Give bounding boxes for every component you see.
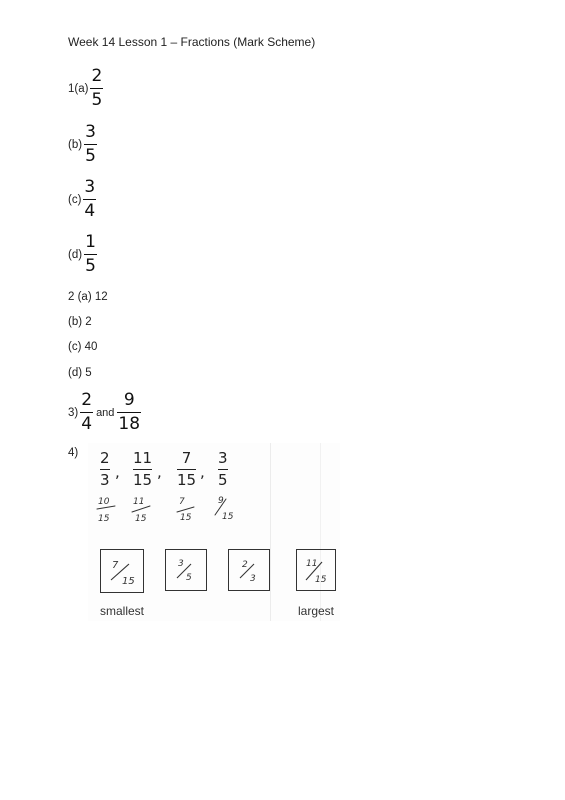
fraction: $\frac{2}{4}$: [81, 390, 93, 434]
svg-text:15: 15: [315, 575, 327, 585]
answer-box: [100, 549, 144, 593]
largest-label: largest: [298, 604, 335, 618]
answer-box: [296, 549, 336, 591]
svg-text:3: 3: [178, 559, 184, 569]
svg-text:2: 2: [242, 560, 248, 570]
svg-text:15: 15: [135, 514, 147, 524]
handwritten-fraction: [212, 493, 252, 525]
answer-box: [165, 549, 207, 591]
svg-text:15: 15: [98, 514, 110, 524]
fraction: $\frac{9}{18}$: [118, 390, 141, 434]
svg-text:5: 5: [186, 573, 192, 583]
page-title: Week 14 Lesson 1 – Fractions (Mark Scheme): [68, 35, 316, 49]
svg-text:7: 7: [112, 560, 119, 571]
svg-text:15: 15: [122, 576, 135, 587]
scanned-answer-image: 2 3 , 11 15 , 7 15 , 3 5 10 15 11 15 7 15 9 15 7 15 3 5 2 3 11 15 smallest largest: [88, 443, 340, 621]
answer-1c: [68, 179, 96, 220]
answer-1d: [68, 234, 97, 275]
svg-text:15: 15: [222, 512, 234, 522]
answer-2c: (c) 40: [68, 341, 98, 353]
printed-fraction: 2 3: [100, 449, 110, 489]
answer-label: (c): [68, 193, 82, 206]
answer-box: [228, 549, 270, 591]
svg-text:7: 7: [179, 497, 185, 507]
handwritten-fraction: [93, 493, 133, 525]
answer-2a: 2 (a) 12: [68, 291, 108, 303]
answer-3: [68, 392, 141, 433]
printed-fraction: 3 5: [218, 449, 228, 489]
fraction: $\frac{1}{5}$: [85, 232, 96, 276]
answer-2d: (d) 5: [68, 367, 92, 379]
printed-fraction: 11 15: [133, 449, 153, 489]
answer-label: 3): [68, 406, 79, 419]
answer-2b: (b) 2: [68, 316, 92, 328]
answer-1a: [68, 68, 103, 109]
answer-label: 1(a): [68, 82, 89, 95]
answer-4-label: 4): [68, 447, 79, 459]
answer-label: (d): [68, 248, 83, 261]
printed-fraction: 7 15: [177, 449, 197, 489]
fraction: $\frac{3}{5}$: [85, 122, 96, 166]
handwritten-fraction: [130, 493, 170, 525]
answer-1b: [68, 124, 97, 165]
svg-text:15: 15: [180, 513, 192, 523]
svg-text:11: 11: [133, 497, 145, 507]
smallest-label: smallest: [100, 604, 145, 618]
and-word: and: [96, 406, 115, 419]
answer-label: (b): [68, 138, 83, 151]
svg-text:10: 10: [98, 497, 110, 507]
svg-text:11: 11: [306, 559, 318, 569]
fraction: $\frac{2}{5}$: [91, 66, 103, 110]
handwritten-fraction: [174, 493, 214, 525]
svg-text:9: 9: [218, 496, 224, 506]
fraction: $\frac{3}{4}$: [84, 177, 96, 221]
svg-text:3: 3: [250, 574, 256, 584]
